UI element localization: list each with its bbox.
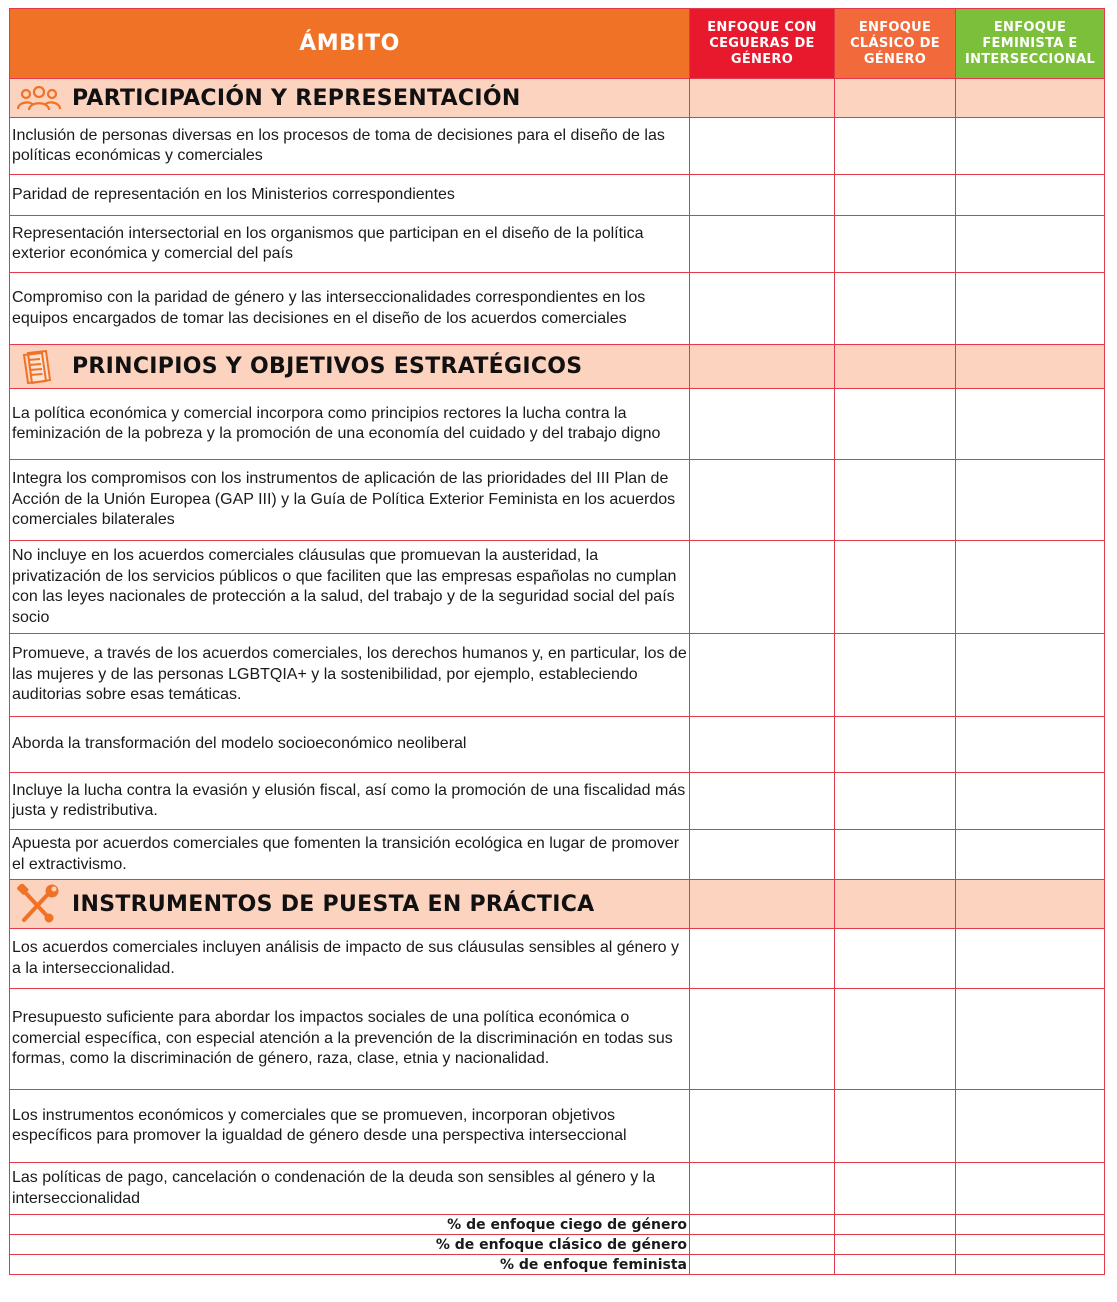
checkbox-cell-classic[interactable] <box>835 175 956 216</box>
table-row <box>10 175 1105 216</box>
checkbox-cell-blind[interactable] <box>690 773 835 830</box>
checkbox-cell-feminist[interactable] <box>956 830 1105 880</box>
criterion-text: Promueve, a través de los acuerdos comerciales, los derechos humanos y, en particular, los de las mujeres y de las personas LGBTQIA+ y la sostenibilidad, por ejemplo, estableciendo auditorias sobre esas temáticas. <box>12 645 687 704</box>
section-header-principles <box>10 345 1105 389</box>
checkbox-cell-blind[interactable] <box>690 273 835 345</box>
table-row <box>10 773 1105 830</box>
table-row <box>10 634 1105 717</box>
checkbox-cell-classic[interactable] <box>835 389 956 460</box>
table-row <box>10 989 1105 1090</box>
ambito-header: ÁMBITO <box>10 9 690 79</box>
total-label-feminist: % de enfoque feminista <box>10 1255 690 1275</box>
col-classic-header: ENFOQUE CLÁSICO DE GÉNERO <box>835 9 956 79</box>
checkbox-cell-feminist[interactable] <box>956 929 1105 989</box>
checkbox-cell-blind[interactable] <box>690 175 835 216</box>
total-label-blind: % de enfoque ciego de género <box>10 1215 690 1235</box>
total-cell-classic[interactable] <box>835 1215 956 1235</box>
section-title: PARTICIPACIÓN Y REPRESENTACIÓN <box>72 85 521 111</box>
checkbox-cell-classic[interactable] <box>835 216 956 273</box>
checkbox-cell-blind[interactable] <box>690 989 835 1090</box>
checkbox-cell-feminist[interactable] <box>956 273 1105 345</box>
checkbox-cell-feminist[interactable] <box>956 118 1105 175</box>
checkbox-cell-classic[interactable] <box>835 929 956 989</box>
table-row <box>10 118 1105 175</box>
criterion-text: Aborda la transformación del modelo socioeconómico neoliberal <box>12 735 467 753</box>
checkbox-cell-feminist[interactable] <box>956 773 1105 830</box>
checkbox-cell-feminist[interactable] <box>956 175 1105 216</box>
checkbox-cell-classic[interactable] <box>835 1163 956 1215</box>
checkbox-cell-blind[interactable] <box>690 1163 835 1215</box>
checkbox-cell-classic[interactable] <box>835 773 956 830</box>
criterion-text: La política económica y comercial incorpora como principios rectores la lucha contra la feminización de la pobreza y la promoción de una economía del cuidado y del trabajo digno <box>12 404 661 442</box>
criterion-text: Presupuesto suficiente para abordar los impactos sociales de una política económica o comercial específica, con especial atención a la prevención de la discriminación en todas sus formas, como la discriminación de género, raza, clase, etnia y nacionalidad. <box>12 1009 673 1068</box>
checkbox-cell-feminist[interactable] <box>956 389 1105 460</box>
criterion-text: Los acuerdos comerciales incluyen análisis de impacto de sus cláusulas sensibles al género y a la interseccionalidad. <box>12 939 680 977</box>
col-feminist-header: ENFOQUE FEMINISTA E INTERSECCIONAL <box>956 9 1105 79</box>
checkbox-cell-classic[interactable] <box>835 273 956 345</box>
table-row <box>10 929 1105 989</box>
assessment-table <box>9 8 1105 1275</box>
criterion-text: No incluye en los acuerdos comerciales cláusulas que promuevan la austeridad, la privatización de los servicios públicos o que faciliten que las empresas españolas no cumplan con las leyes nacionales de protección a la salud, del trabajo y de la seguridad social del país socio <box>12 547 677 626</box>
table-row <box>10 273 1105 345</box>
col-blind-header: ENFOQUE CON CEGUERAS DE GÉNERO <box>690 9 835 79</box>
checkbox-cell-classic[interactable] <box>835 460 956 541</box>
table-row <box>10 717 1105 773</box>
checkbox-cell-blind[interactable] <box>690 634 835 717</box>
checkbox-cell-feminist[interactable] <box>956 541 1105 634</box>
criterion-text: Las políticas de pago, cancelación o condenación de la deuda son sensibles al género y la interseccionalidad <box>12 1169 656 1207</box>
criterion-text: Integra los compromisos con los instrumentos de aplicación de las prioridades del III Plan de Acción de la Unión Europea (GAP III) y la Guía de Política Exterior Feminista en los acuerdos comerciales bilaterales <box>12 470 676 529</box>
section-header-instruments <box>10 880 1105 929</box>
criterion-text: Incluye la lucha contra la evasión y elusión fiscal, así como la promoción de una fiscalidad más justa y redistributiva. <box>12 781 686 819</box>
checkbox-cell-blind[interactable] <box>690 717 835 773</box>
total-row <box>10 1215 1105 1235</box>
criterion-text: Paridad de representación en los Ministerios correspondientes <box>12 185 455 203</box>
table-row <box>10 541 1105 634</box>
checkbox-cell-classic[interactable] <box>835 717 956 773</box>
checkbox-cell-classic[interactable] <box>835 1090 956 1163</box>
section-header-participation <box>10 79 1105 118</box>
criterion-text: Los instrumentos económicos y comerciales que se promueven, incorporan objetivos específicos para promover la igualdad de género desde una perspectiva interseccional <box>12 1106 627 1144</box>
section-title: PRINCIPIOS Y OBJETIVOS ESTRATÉGICOS <box>72 354 583 379</box>
criterion-text: Inclusión de personas diversas en los procesos de toma de decisiones para el diseño de las políticas económicas y comerciales <box>12 126 665 164</box>
checkbox-cell-blind[interactable] <box>690 830 835 880</box>
total-cell-blind[interactable] <box>690 1215 835 1235</box>
checkbox-cell-feminist[interactable] <box>956 216 1105 273</box>
checkbox-cell-blind[interactable] <box>690 389 835 460</box>
checkbox-cell-classic[interactable] <box>835 830 956 880</box>
table-row <box>10 830 1105 880</box>
checkbox-cell-feminist[interactable] <box>956 989 1105 1090</box>
total-row <box>10 1235 1105 1255</box>
table-row <box>10 1090 1105 1163</box>
tools-icon <box>16 887 68 921</box>
document-icon <box>16 350 68 384</box>
table-row <box>10 460 1105 541</box>
total-cell-feminist[interactable] <box>956 1215 1105 1235</box>
header-row <box>10 9 1105 79</box>
checkbox-cell-classic[interactable] <box>835 989 956 1090</box>
table-row <box>10 1163 1105 1215</box>
criterion-text: Apuesta por acuerdos comerciales que fomenten la transición ecológica en lugar de promover el extractivismo. <box>12 835 680 873</box>
total-row <box>10 1255 1105 1275</box>
criterion-text: Representación intersectorial en los organismos que participan en el diseño de la política exterior económica y comercial del país <box>12 224 644 262</box>
checkbox-cell-feminist[interactable] <box>956 717 1105 773</box>
table-row <box>10 216 1105 273</box>
checkbox-cell-blind[interactable] <box>690 1090 835 1163</box>
checkbox-cell-blind[interactable] <box>690 541 835 634</box>
table-row <box>10 389 1105 460</box>
checkbox-cell-feminist[interactable] <box>956 634 1105 717</box>
total-cell-feminist[interactable] <box>956 1235 1105 1255</box>
checkbox-cell-feminist[interactable] <box>956 1163 1105 1215</box>
total-cell-blind[interactable] <box>690 1255 835 1275</box>
total-cell-classic[interactable] <box>835 1255 956 1275</box>
checkbox-cell-classic[interactable] <box>835 118 956 175</box>
checkbox-cell-blind[interactable] <box>690 929 835 989</box>
checkbox-cell-feminist[interactable] <box>956 1090 1105 1163</box>
total-cell-classic[interactable] <box>835 1235 956 1255</box>
checkbox-cell-blind[interactable] <box>690 216 835 273</box>
people-icon <box>16 81 68 115</box>
total-cell-blind[interactable] <box>690 1235 835 1255</box>
checkbox-cell-classic[interactable] <box>835 541 956 634</box>
checkbox-cell-classic[interactable] <box>835 634 956 717</box>
criterion-text: Compromiso con la paridad de género y las interseccionalidades correspondientes en los equipos encargados de tomar las decisiones en el diseño de los acuerdos comerciales <box>12 289 646 327</box>
total-cell-feminist[interactable] <box>956 1255 1105 1275</box>
checkbox-cell-blind[interactable] <box>690 118 835 175</box>
checkbox-cell-blind[interactable] <box>690 460 835 541</box>
total-label-classic: % de enfoque clásico de género <box>10 1235 690 1255</box>
section-title: INSTRUMENTOS DE PUESTA EN PRÁCTICA <box>72 891 595 917</box>
checkbox-cell-feminist[interactable] <box>956 460 1105 541</box>
